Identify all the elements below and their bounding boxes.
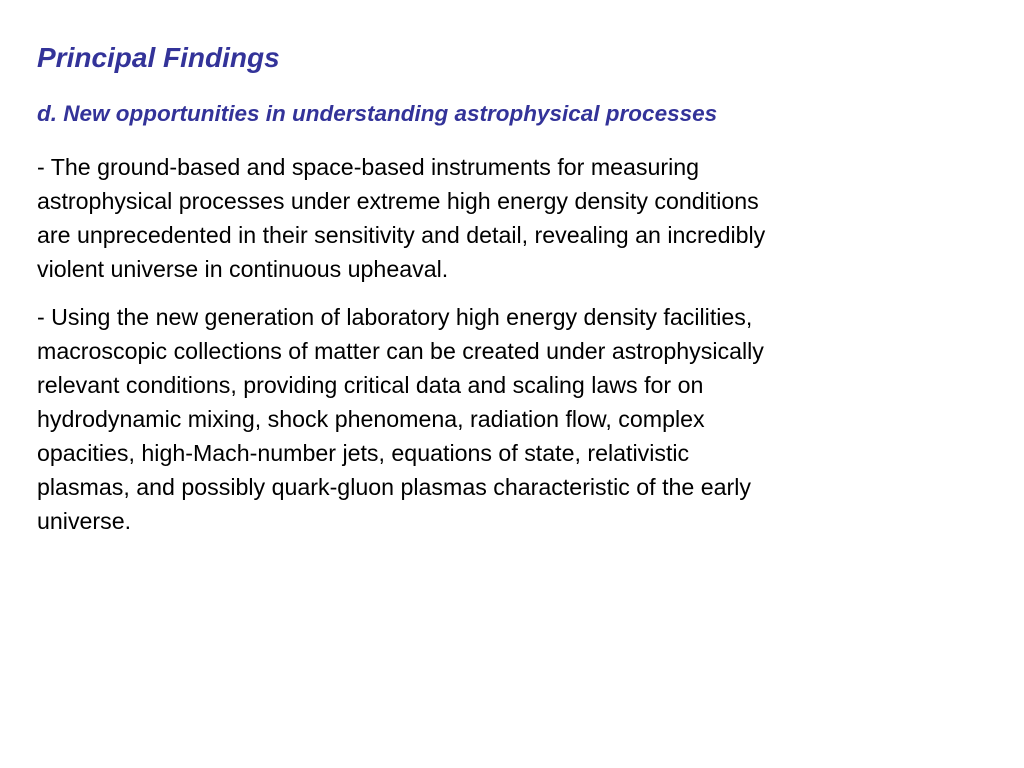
bullet-paragraph: [37, 150, 987, 286]
slide-title: Principal Findings: [37, 42, 280, 73]
bullet-line: hydrodynamic mixing, shock phenomena, radiation flow, complex: [37, 406, 705, 432]
slide-subtitle: d. New opportunities in understanding astrophysical processes: [37, 101, 718, 126]
bullet-line: relevant conditions, providing critical data and scaling laws for on: [37, 372, 704, 398]
bullet-line: astrophysical processes under extreme high energy density conditions: [37, 188, 759, 214]
bullet-line: - Using the new generation of laboratory high energy density facilities,: [37, 304, 753, 330]
bullet-paragraph: [37, 300, 987, 538]
bullet-line: universe.: [37, 508, 132, 534]
bullet-line: macroscopic collections of matter can be created under astrophysically: [37, 338, 764, 364]
bullet-line: opacities, high-Mach-number jets, equations of state, relativistic: [37, 440, 690, 466]
bullet-line: violent universe in continuous upheaval.: [37, 256, 449, 282]
bullet-line: - The ground-based and space-based instruments for measuring: [37, 154, 700, 180]
bullet-line: are unprecedented in their sensitivity and detail, revealing an incredibly: [37, 222, 766, 248]
bullet-line: plasmas, and possibly quark-gluon plasmas characteristic of the early: [37, 474, 752, 500]
bullet-list: [37, 150, 987, 552]
